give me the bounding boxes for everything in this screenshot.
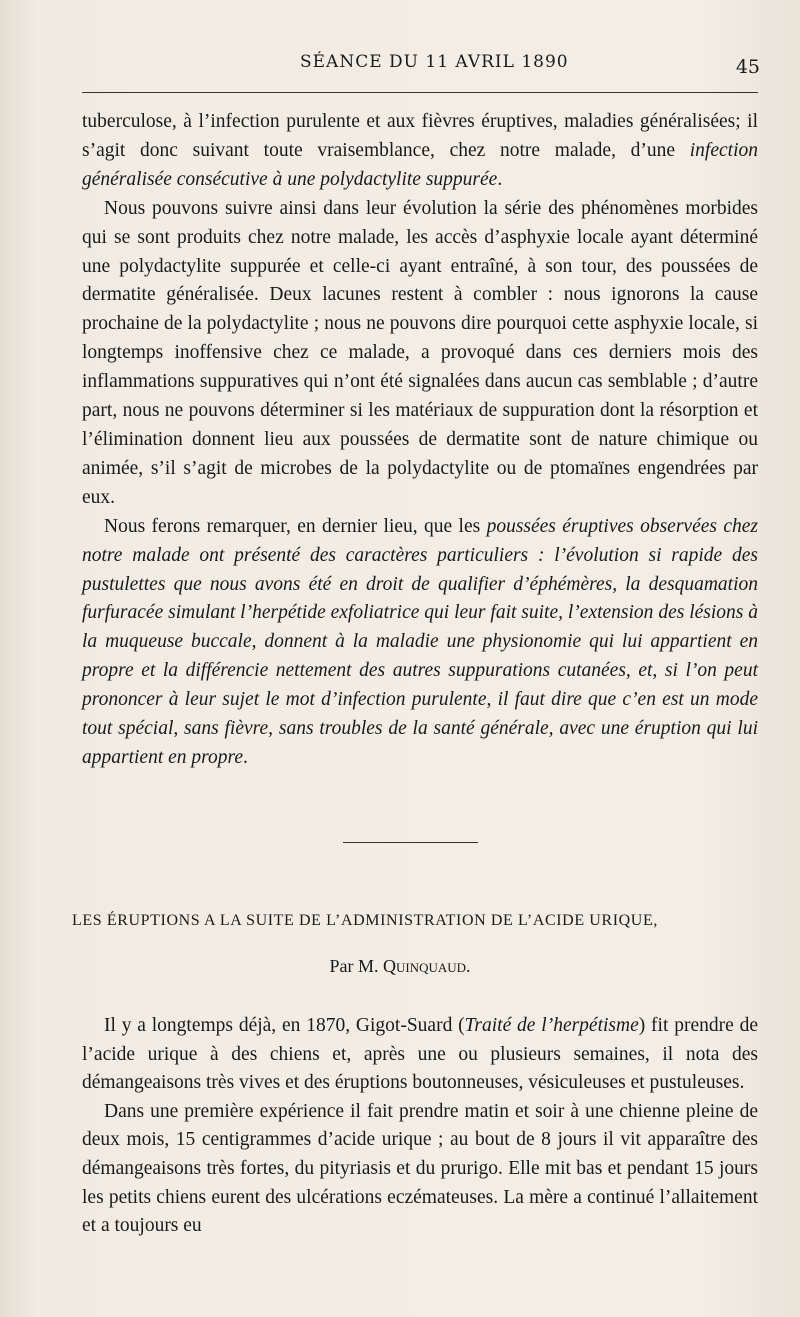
paragraph-text: Nous ferons remarquer, en dernier lieu, que les	[104, 515, 487, 537]
paragraph	[82, 513, 758, 773]
article-title: LES ÉRUPTIONS A LA SUITE DE L’ADMINISTRATION DE L’ACIDE URIQUE,	[72, 912, 658, 929]
running-head: SÉANCE DU 11 AVRIL 1890	[300, 52, 569, 72]
paragraph	[82, 108, 758, 195]
byline-suffix: .	[466, 956, 471, 976]
paragraph	[82, 1012, 758, 1098]
page-number: 45	[735, 56, 760, 78]
paragraph-text: Il y a longtemps déjà, en 1870, Gigot-Suard (	[104, 1015, 465, 1036]
byline-author: Quinquaud	[382, 956, 467, 976]
emphasis-text: poussées éruptives observées chez notre malade ont présenté des caractères particuliers : l’évolution si rapide des pustulettes que nous avons été en droit de qualifier d’éphémères, la desquamation furfuracée simulant l’herpétide exfoliatrice qui leur fait suite, l’extension des lésions à la muqueuse buccale, donnent à la maladie une physionomie qui lui appartient en propre et la différencie nettement des autres suppurations cutanées, et, si l’on peut prononcer à leur sujet le mot d’infection purulente, il faut dire que c’en est un mode tout spécial, sans fièvre, sans troubles de la santé générale, avec une éruption qui lui appartient en propre	[82, 515, 758, 768]
paragraph-text: .	[497, 168, 503, 190]
header-rule	[82, 92, 758, 93]
paragraph-text: .	[243, 746, 248, 768]
paragraph: Dans une première expérience il fait prendre matin et soir à une chienne pleine de deux mois, 15 centigrammes d’acide urique ; au bout de 8 jours il vit apparaître des démangeaisons très fortes, du pityriasis et du prurigo. Elle mit bas et pendant 15 jours les petits chiens eurent des ulcérations eczémateuses. La mère a continué l’allaitement et a toujours eu	[82, 1100, 758, 1237]
page-header	[82, 52, 762, 82]
paragraph-text: tuberculose, à l’infection purulente et aux fièvres éruptives, maladies généralisées; il s’agit donc suivant toute vraisemblance, chez notre malade, d’une	[82, 111, 758, 161]
paragraph: Nous pouvons suivre ainsi dans leur évolution la série des phénomènes morbides qui se sont produits chez notre malade, les accès d’asphyxie locale ayant déterminé une polydactylite suppurée et celle-ci ayant entraîné, à son tour, des poussées de dermatite généralisée. Deux lacunes restent à combler : nous ignorons la cause prochaine de la polydactylite ; nous ne pouvons dire pourquoi cette asphyxie locale, si longtemps inoffensive chez ce malade, a provoqué dans ces derniers mois des inflammations suppuratives qui n’ont été signalées dans aucun cas semblable ; d’autre part, nous ne pouvons déterminer si les matériaux de suppuration dont la résorption et l’élimination donnent lieu aux poussées de dermatite sont de nature chimique ou animée, s’il s’agit de microbes de la polydactylite ou de ptomaïnes engendrées par eux.	[82, 197, 758, 508]
byline-prefix: Par M.	[329, 956, 383, 976]
article-body	[82, 1012, 758, 1241]
section-body	[82, 108, 758, 773]
paragraph-text: ) fit prendre de l’acide urique à des chiens et, après une ou plusieurs semaines, il nota des démangeaisons très vives et des éruptions boutonneuses, vésiculeuses et pustuleuses.	[82, 1015, 758, 1094]
emphasis-text: infection généralisée consécutive à une polydactylite suppurée	[82, 139, 758, 190]
section-separator	[343, 842, 478, 843]
emphasis-text: Traité de l’herpétisme	[464, 1015, 639, 1036]
byline	[0, 956, 800, 977]
